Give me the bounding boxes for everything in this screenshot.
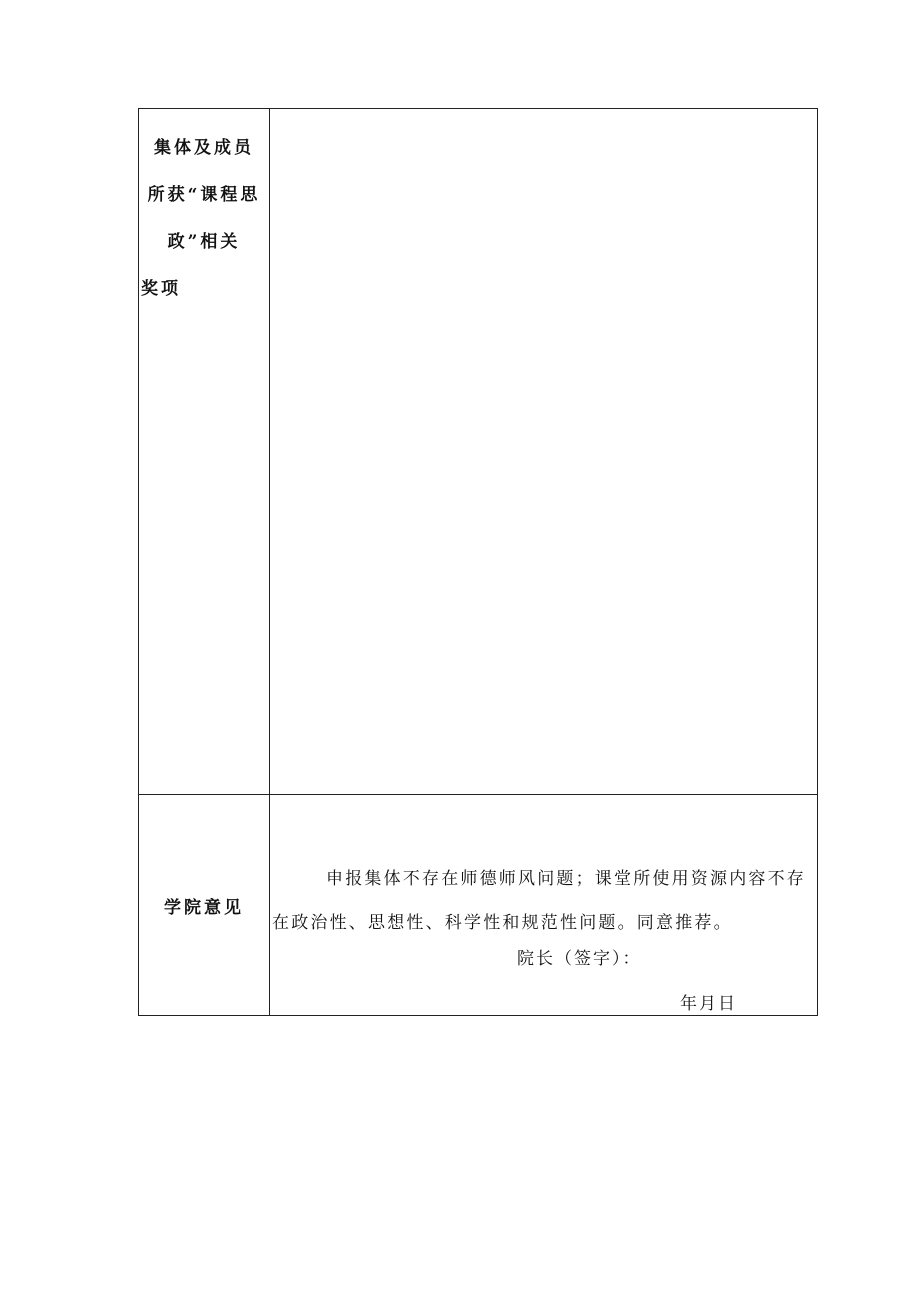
row-divider xyxy=(139,794,817,795)
awards-label-line-2: 所获“课程思 xyxy=(147,185,261,205)
opinion-text-line-1: 申报集体不存在师德师风问题；课堂所使用资源内容不存 xyxy=(326,869,806,889)
opinion-text-line-2: 在政治性、思想性、科学性和规范性问题。同意推荐。 xyxy=(272,913,733,933)
dean-signature-line: 院长（签字）： xyxy=(517,949,642,969)
recommendation-form-table xyxy=(138,108,818,1016)
college-opinion-label: 学院意见 xyxy=(164,898,244,918)
awards-label xyxy=(139,125,269,313)
awards-label-line-1: 集体及成员 xyxy=(154,138,254,158)
awards-content-cell[interactable] xyxy=(270,109,817,794)
awards-label-line-3: 政”相关 xyxy=(167,232,241,252)
awards-label-line-4: 奖项 xyxy=(141,279,181,299)
college-opinion-text xyxy=(272,857,820,945)
date-line: 年月日 xyxy=(680,994,737,1014)
